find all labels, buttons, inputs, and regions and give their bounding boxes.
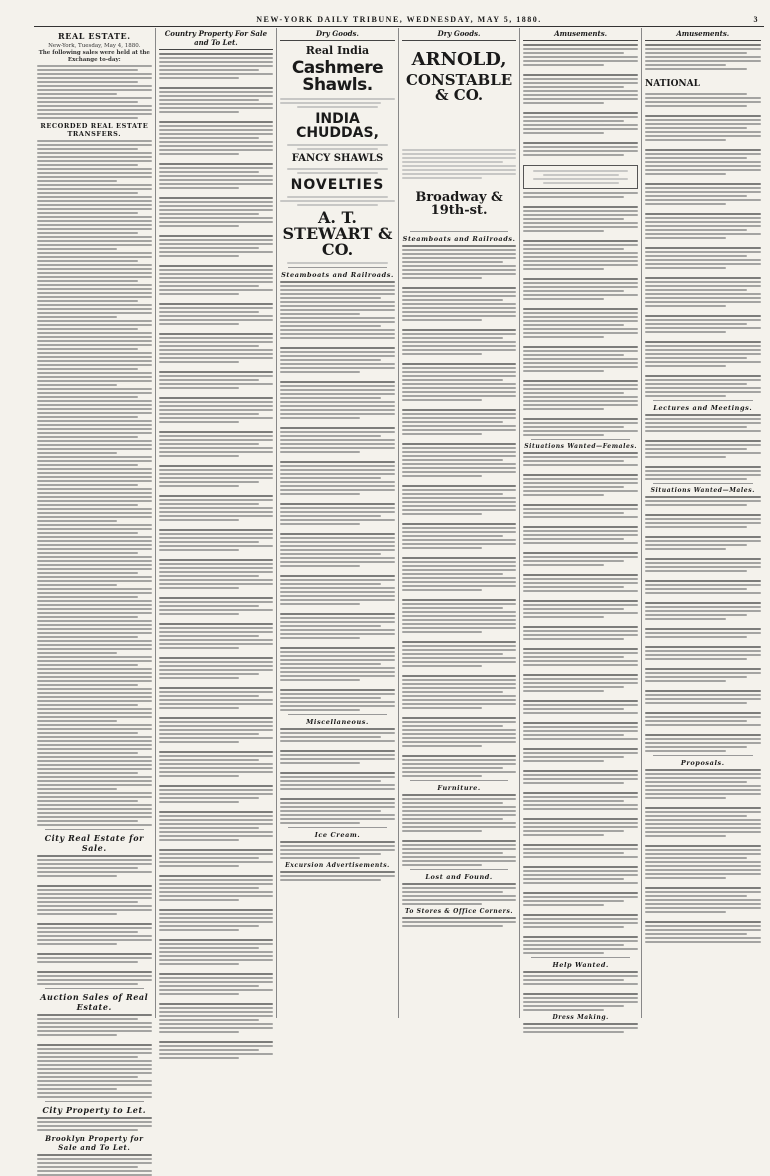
- amusements-heading-2: Amusements.: [645, 28, 761, 41]
- lectures-ads: [645, 414, 761, 480]
- amusements-ads-1: [523, 44, 638, 436]
- proposals-heading: Proposals.: [680, 759, 725, 767]
- column-1: [34, 28, 156, 1152]
- column-4: [399, 28, 521, 1018]
- constable-heading: CONSTABLE & CO.: [405, 71, 513, 104]
- furniture-ads: [402, 794, 517, 866]
- situations-females-heading: Situations Wanted—Females.: [524, 443, 638, 450]
- cashmere-shawls-heading: Cashmere Shawls.: [291, 58, 384, 95]
- arnold-text: [402, 149, 517, 179]
- city-real-estate-heading: City Real Estate for Sale.: [44, 832, 144, 853]
- dress-making-ads: [523, 1023, 638, 1033]
- masthead-rule: [34, 26, 764, 27]
- lost-found-heading: Lost and Found.: [425, 873, 493, 881]
- city-property-let-ads: [37, 1117, 152, 1131]
- country-property-heading: Country Property For Sale and To Let.: [159, 28, 274, 50]
- brooklyn-property-heading: Brooklyn Property for Sale and To Let.: [45, 1133, 144, 1152]
- help-wanted-ads: [523, 971, 638, 1011]
- real-estate-sales-text: [37, 65, 152, 119]
- lost-found-ads: [402, 883, 517, 905]
- dress-making-heading: Dress Making.: [552, 1014, 609, 1021]
- masthead: [34, 12, 764, 26]
- amusements-heading-1: Amusements.: [523, 28, 638, 41]
- stores-offices-ads: [402, 917, 517, 927]
- steamboats-ads-2: [402, 245, 517, 777]
- fancy-shawls-text: [280, 168, 395, 174]
- column-3: [277, 28, 399, 1018]
- brooklyn-property-ads: [37, 1154, 152, 1176]
- help-wanted-heading: Help Wanted.: [552, 961, 609, 969]
- national-text: [645, 93, 761, 397]
- arnold-heading: ARNOLD,: [411, 49, 507, 70]
- dry-goods-heading-1: Dry Goods.: [280, 28, 395, 41]
- situations-males-ads: [645, 496, 761, 752]
- auction-sales-heading: Auction Sales of Real Estate.: [40, 991, 149, 1012]
- india-chuddas-heading: INDIA CHUDDAS,: [296, 111, 379, 141]
- real-estate-date: New-York, Tuesday, May 4, 1880.: [48, 43, 141, 49]
- miscellaneous-ads: [280, 728, 395, 824]
- city-real-estate-ads: [37, 855, 152, 985]
- stores-offices-heading: To Stores & Office Corners.: [405, 908, 514, 915]
- novelties-text: [280, 196, 395, 206]
- miscellaneous-heading: Miscellaneous.: [306, 718, 369, 726]
- boxed-amusement-ad: [523, 165, 638, 189]
- cashmere-text: [280, 98, 395, 108]
- auction-sales-ads: [37, 1014, 152, 1098]
- stewart-heading: A. T. STEWART & CO.: [282, 208, 393, 259]
- page-number: 3: [753, 14, 758, 24]
- real-estate-intro: The following sales were held at the Exchange to-day:: [38, 50, 150, 63]
- steamboats-heading-2: Steamboats and Railroads.: [402, 235, 516, 243]
- dry-goods-heading-2: Dry Goods.: [402, 28, 517, 41]
- steamboats-heading-1: Steamboats and Railroads.: [281, 271, 394, 279]
- city-property-let-heading: City Property to Let.: [42, 1104, 147, 1115]
- situations-males-heading: Situations Wanted—Males.: [650, 487, 755, 494]
- ice-cream-heading: Ice Cream.: [314, 831, 361, 839]
- lectures-heading: Lectures and Meetings.: [653, 404, 753, 412]
- recorded-transfers-heading: RECORDED REAL ESTATE TRANSFERS.: [40, 121, 149, 138]
- real-estate-heading: REAL ESTATE.: [58, 31, 131, 41]
- proposals-ads: [645, 769, 761, 943]
- situations-females-ads: [523, 452, 638, 954]
- country-property-ads: [159, 53, 274, 1059]
- fancy-shawls-heading: FANCY SHAWLS: [291, 153, 384, 164]
- steamboats-ads-1: [280, 281, 395, 711]
- columns: [34, 28, 764, 1152]
- masthead-title: NEW-YORK DAILY TRIBUNE, WEDNESDAY, MAY 5, 1880.: [256, 14, 542, 24]
- column-2: [156, 28, 278, 1018]
- amusements-ads-2: [645, 44, 761, 76]
- novelties-heading: NOVELTIES: [290, 177, 385, 193]
- chuddas-text: [280, 144, 395, 150]
- excursion-heading: Excursion Advertisements.: [285, 862, 390, 869]
- real-india-heading: Real India: [305, 44, 370, 57]
- national-heading: NATIONAL: [644, 79, 700, 89]
- column-5: [520, 28, 642, 1021]
- column-6: [642, 28, 764, 1018]
- broadway-heading: Broadway & 19th-st.: [415, 190, 503, 218]
- furniture-heading: Furniture.: [437, 784, 481, 792]
- recorded-transfers-text: [37, 140, 152, 826]
- excursion-ads: [280, 871, 395, 881]
- ice-cream-ads: [280, 841, 395, 859]
